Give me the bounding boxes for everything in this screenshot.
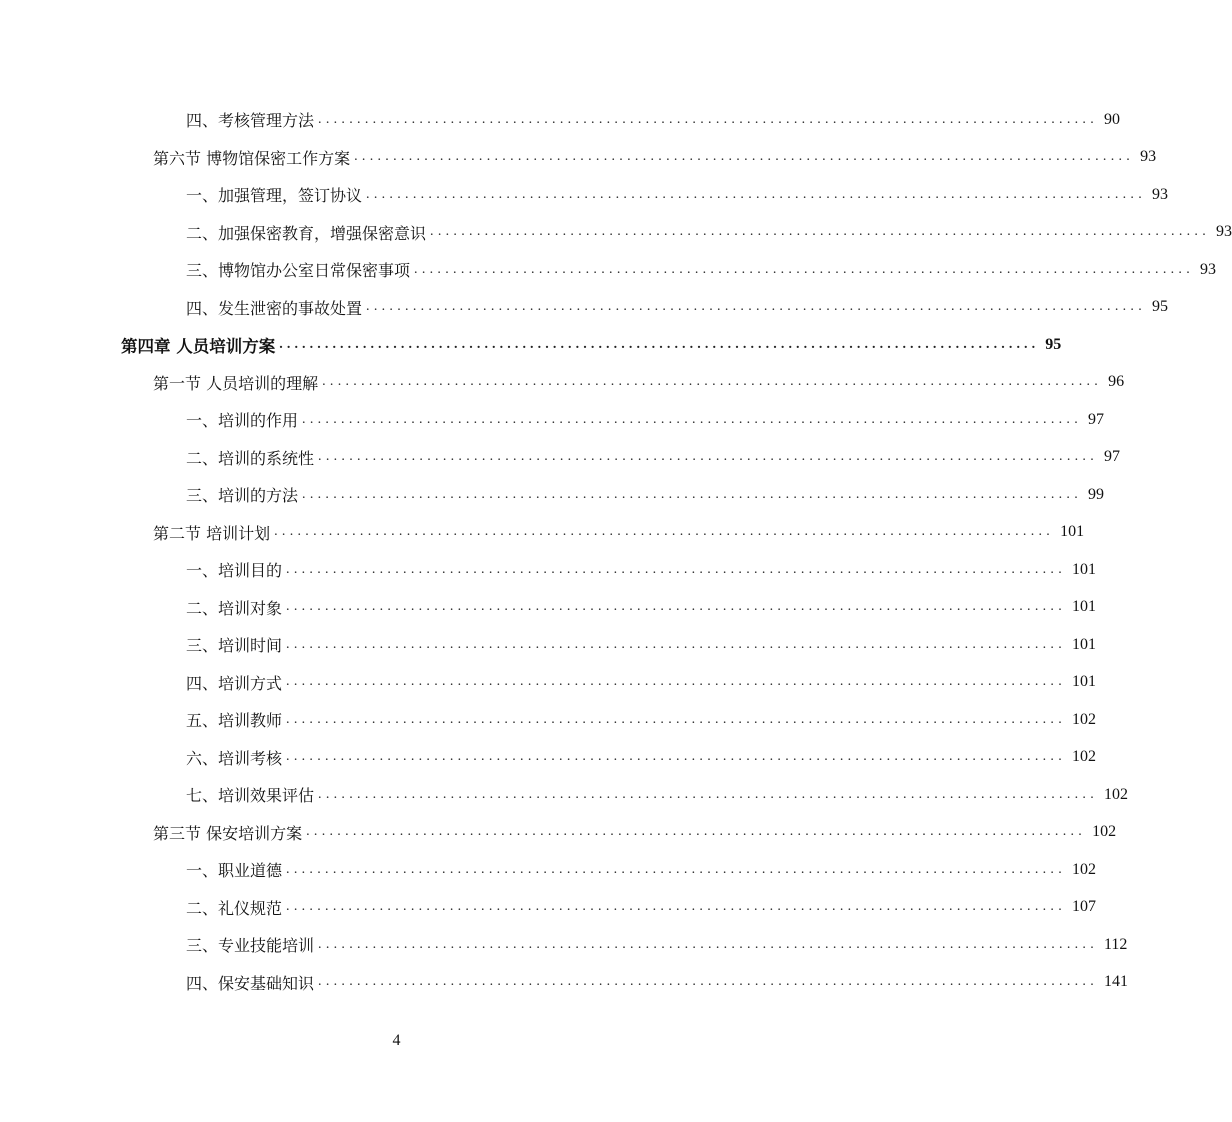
toc-entry[interactable] — [186, 551, 1097, 588]
toc-entry[interactable] — [186, 101, 1121, 138]
toc-entry-title: 四、考核管理方法 — [186, 111, 315, 130]
dot-leader: .................................................................................................... — [302, 486, 1083, 502]
dot-leader: .................................................................................................... — [286, 711, 1067, 727]
toc-entry-page: 99 — [1088, 485, 1105, 503]
dot-leader: .................................................................................................... — [318, 786, 1099, 802]
toc-entry-page: 93 — [1140, 148, 1157, 165]
toc-entry[interactable] — [186, 439, 1121, 476]
toc-entry-page: 95 — [1045, 335, 1062, 353]
toc-entry[interactable] — [153, 514, 1085, 551]
dot-leader: .................................................................................................... — [286, 561, 1067, 577]
toc-entry-page: 102 — [1072, 748, 1097, 765]
toc-entry-page: 93 — [1200, 260, 1217, 278]
dot-leader: .................................................................................................... — [354, 149, 1135, 164]
toc-entry[interactable] — [186, 964, 1129, 1001]
toc-entry[interactable] — [186, 251, 1217, 288]
toc-entry[interactable] — [186, 626, 1097, 663]
toc-entry-title: 第六节 博物馆保密工作方案 — [153, 148, 351, 168]
toc-entry-page: 96 — [1108, 373, 1125, 390]
toc-entry[interactable] — [186, 851, 1097, 888]
toc-entry[interactable] — [186, 739, 1097, 776]
dot-leader: .................................................................................................... — [318, 449, 1099, 464]
dot-leader: .................................................................................................... — [302, 411, 1083, 427]
dot-leader: .................................................................................................... — [322, 374, 1103, 389]
dot-leader: .................................................................................................... — [286, 861, 1067, 877]
toc-entry-title: 三、培训时间 — [186, 636, 283, 655]
toc-entry-page: 95 — [1152, 298, 1169, 315]
toc-entry[interactable] — [186, 476, 1105, 513]
toc-entry-title: 一、培训目的 — [186, 561, 283, 580]
toc-entry[interactable] — [186, 889, 1097, 926]
toc-entry[interactable] — [186, 401, 1105, 438]
toc-entry-page: 97 — [1088, 410, 1105, 428]
toc-entry-title: 二、培训对象 — [186, 598, 283, 618]
dot-leader: .................................................................................................... — [286, 899, 1067, 914]
dot-leader: .................................................................................................... — [279, 336, 1040, 352]
toc-entry-title: 一、职业道德 — [186, 861, 283, 880]
toc-entry-page: 101 — [1060, 523, 1085, 540]
toc-entry-page: 101 — [1072, 635, 1097, 653]
dot-leader: .................................................................................................... — [318, 111, 1099, 127]
toc-entry[interactable] — [186, 776, 1129, 813]
toc-entry-title: 一、培训的作用 — [186, 411, 299, 430]
toc-entry[interactable] — [186, 214, 1232, 251]
toc-entry[interactable] — [153, 364, 1125, 401]
dot-leader: .................................................................................................... — [366, 186, 1147, 202]
toc-entry-title: 一、加强管理，签订协议 — [186, 186, 363, 205]
toc-entry-title: 二、加强保密教育，增强保密意识 — [186, 223, 427, 243]
toc-entry-title: 二、培训的系统性 — [186, 448, 315, 468]
dot-leader: .................................................................................................... — [286, 674, 1067, 689]
toc-entry[interactable] — [153, 139, 1157, 176]
toc-entry[interactable] — [186, 589, 1097, 626]
toc-entry-title: 六、培训考核 — [186, 748, 283, 768]
dot-leader: .................................................................................................... — [286, 636, 1067, 652]
toc-entry-page: 93 — [1216, 223, 1232, 240]
dot-leader: .................................................................................................... — [318, 974, 1099, 989]
toc-entry-title: 三、专业技能培训 — [186, 936, 315, 955]
dot-leader: .................................................................................................... — [306, 824, 1087, 839]
dot-leader: .................................................................................................... — [430, 224, 1211, 239]
toc-entry-title: 四、发生泄密的事故处置 — [186, 298, 363, 318]
dot-leader: .................................................................................................... — [286, 749, 1067, 764]
toc-entry-page: 112 — [1104, 935, 1128, 953]
toc-entry-page: 102 — [1104, 785, 1129, 803]
toc-entry-page: 141 — [1104, 973, 1129, 990]
toc-entry-page: 97 — [1104, 448, 1121, 465]
toc-entry[interactable] — [186, 926, 1128, 963]
toc-entry-page: 102 — [1072, 710, 1097, 728]
toc-entry-title: 四、保安基础知识 — [186, 973, 315, 993]
toc-entry[interactable] — [186, 289, 1169, 326]
toc-entry-title: 三、培训的方法 — [186, 486, 299, 505]
toc-entry-page: 101 — [1072, 673, 1097, 690]
toc-entry-page: 102 — [1072, 860, 1097, 878]
toc-entry-title: 第三节 保安培训方案 — [153, 823, 303, 843]
page-number: 4 — [392, 1032, 401, 1049]
toc-entry-title: 第二节 培训计划 — [153, 523, 271, 543]
toc-entry-title: 第四章 人员培训方案 — [121, 336, 276, 356]
toc-entry[interactable] — [186, 664, 1097, 701]
dot-leader: .................................................................................................... — [366, 299, 1147, 314]
toc-entry[interactable] — [186, 176, 1169, 213]
dot-leader: .................................................................................................... — [414, 261, 1195, 277]
toc-entry-title: 五、培训教师 — [186, 711, 283, 730]
dot-leader: .................................................................................................... — [318, 936, 1099, 952]
toc-entry[interactable] — [186, 701, 1097, 738]
toc-entry-title: 二、礼仪规范 — [186, 898, 283, 918]
dot-leader: .................................................................................................... — [274, 524, 1055, 539]
toc-entry-page: 93 — [1152, 185, 1169, 203]
toc-entry-page: 102 — [1092, 823, 1117, 840]
toc-entry-page: 101 — [1072, 598, 1097, 615]
toc-entry-page: 107 — [1072, 898, 1097, 915]
toc-entry-page: 101 — [1072, 560, 1097, 578]
dot-leader: .................................................................................................... — [286, 599, 1067, 614]
toc-entry[interactable] — [153, 814, 1117, 851]
toc-entry-title: 三、博物馆办公室日常保密事项 — [186, 261, 411, 280]
toc-entry-title: 四、培训方式 — [186, 673, 283, 693]
toc-entry-chapter[interactable] — [121, 326, 1062, 363]
toc-entry-title: 第一节 人员培训的理解 — [153, 373, 319, 393]
toc-entry-page: 90 — [1104, 110, 1121, 128]
toc-entry-title: 七、培训效果评估 — [186, 786, 315, 805]
